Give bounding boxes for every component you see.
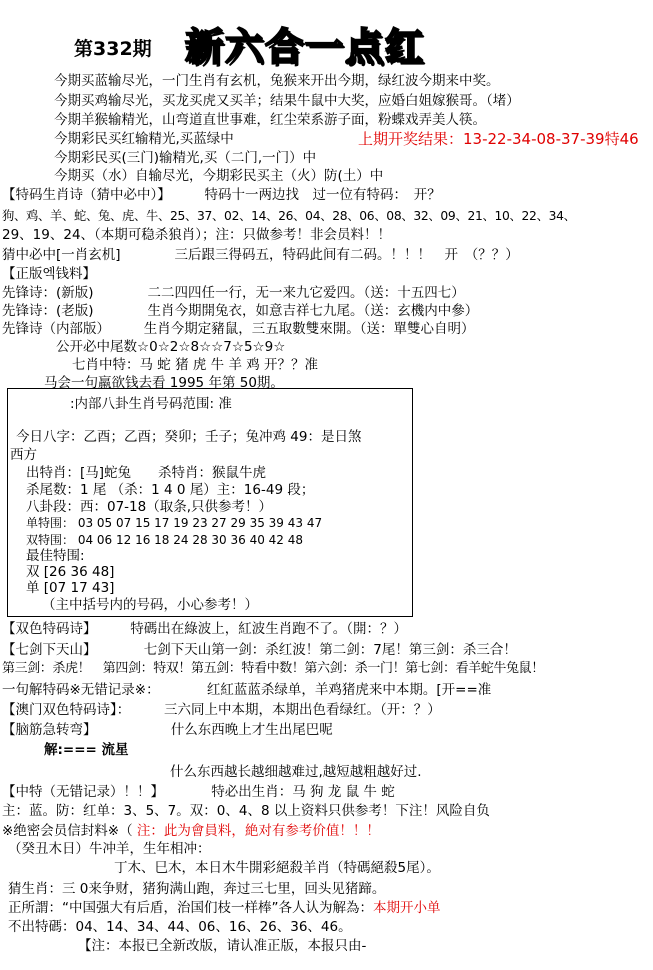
- last-result-numbers: 13-22-34-08-37-39特46: [463, 130, 639, 148]
- text-line: 【双色特码诗】 特碼出在綠波上，紅波生肖跑不了。（開：？）: [2, 621, 407, 637]
- text-line: （癸丑木日）牛冲羊，生年相冲：: [8, 841, 211, 857]
- text-line: 什么东西越长越细越难过,越短越粗越好过.: [170, 764, 422, 780]
- box-line: 西方: [10, 447, 37, 463]
- issue-number: 第332期: [74, 38, 152, 60]
- last-result-label: 上期开奖结果：: [358, 130, 464, 148]
- text-line: 丁木、巳木，本日木牛開彩絕殺羊肖（特碼絕殺5尾）。: [114, 860, 440, 876]
- riddle-answer: 解:=== 流星: [44, 742, 129, 758]
- text-line: 【澳门双色特码诗】： 三六同上中本期，本期出色看绿红。（开：？）: [2, 702, 441, 718]
- box-line: 双 [26 36 48]: [26, 564, 115, 580]
- text-line: 主：蓝。防：红单：3、5、7。双：0、4、8 以上资料只供参考！下注！风险自负: [2, 803, 490, 819]
- text-line: 先锋诗：(老版) 生肖今期開兔衣，如意吉祥七九尾。（送：玄機内中參）: [2, 303, 479, 319]
- box-line: :内部八卦生肖号码范围: 准: [70, 396, 232, 412]
- text-line: 【七剑下天山】 七剑下天山第一剑：杀红波！第二剑：7尾！第三剑：杀三合！: [2, 642, 517, 658]
- text-line: 【特码生肖诗（猜中必中）】 特码十一两边找 过一位有特码： 开？: [2, 187, 441, 203]
- answer-note: 本期开小单: [373, 900, 441, 916]
- text-line: [8, 899, 441, 917]
- box-line: （主中括号内的号码，小心参考！）: [42, 597, 258, 613]
- box-line: 单特围： 03 05 07 15 17 19 23 27 29 35 39 43 47: [26, 516, 323, 530]
- box-line: 出特肖：[马]蛇兔 杀特肖：猴鼠牛虎: [26, 465, 267, 481]
- text-line: 一句解特码※无错记录※： 红紅蓝蓝杀绿单，羊鸡猪虎来中本期。[开==准: [2, 682, 492, 698]
- box-line: 最佳特围:: [26, 548, 85, 564]
- text-line: 先锋诗：(新版) 二二四四任一行，无一来九它爱四。（送：十五四七）: [2, 285, 465, 301]
- text-line: 先锋诗（内部版） 生肖今期定豬鼠，三五取數雙來開。（送：單雙心自明）: [2, 321, 475, 337]
- member-note: 注：此为會員料，絶对有参考价值！！！: [136, 823, 380, 839]
- text-line: 今期彩民买(三门)输精光,买（二门,一门）中: [54, 150, 317, 166]
- section-heading: 【正版엑钱料】: [2, 266, 97, 282]
- last-result: [358, 128, 639, 149]
- box-line: 今日八字：乙酉；乙酉；癸卯；壬子；兔冲鸡 49：是日煞: [16, 429, 362, 445]
- text-line: 猜生肖：三 0来争财，猪狗满山跑，奔过三七里，回头见猪蹄。: [8, 881, 386, 897]
- text-line: ※绝密会员信封料※（ 注：此为會員料，絶对有参考价值！！！: [2, 823, 380, 839]
- text-line: 今期买蓝输尽光，一门生肖有玄机，兔猴来开出今期，绿红波今期来中奖。: [54, 73, 500, 89]
- footer-note: 【注：本报已全新改版，请认准正版，本报只由-: [78, 938, 367, 954]
- text-line: 今期买（水）自输尽光，今期彩民买主（火）防(土）中: [54, 168, 384, 184]
- text-line: 29、19、24、（本期可稳杀狼肖）；注：只做参考！非会员料！！: [2, 227, 392, 243]
- box-line: 双特围： 04 06 12 16 18 24 28 30 36 40 42 48: [26, 533, 304, 547]
- text-line: 【脑筋急转弯】 什么东西晚上才生出尾巴呢: [2, 722, 333, 738]
- text-line: 第三剑：杀虎！ 第四剑：特双！第五剑：特看中数！第六剑：杀一门！第七剑：看羊蛇牛兔鼠！: [2, 661, 544, 676]
- text-line: 今期羊猴输精光，山弯道直世事难，红尘荣系游子面，粉蝶戏弄美人筷。: [54, 112, 486, 128]
- text-line: 七肖中特：马 蛇 猪 虎 牛 羊 鸡 开？？准: [72, 357, 319, 373]
- saying-text: 正所謂：“中国强大有后盾，治国们枝一样棒”各人认为解為：: [8, 900, 373, 916]
- text-line: 今期彩民买红输精光,买蓝绿中: [54, 131, 234, 147]
- text-line: 不出特碼：04、14、34、44、06、16、26、36、46。: [8, 919, 352, 935]
- text-line: 猜中必中[一肖玄机] 三后跟三得码五，特码此间有二码。！！！ 开 （？？）: [2, 247, 519, 263]
- text-line: 【中特（无错记录）！！】 特必出生肖：马 狗 龙 鼠 牛 蛇: [2, 784, 395, 800]
- page-title: 新六合一点红: [185, 25, 426, 69]
- text-line: 狗、鸡、羊、蛇、兔、虎、牛、25、37、02、14、26、04、28、06、08、32、09、21、10、22、34、: [2, 209, 576, 223]
- box-line: 单 [07 17 43]: [26, 580, 115, 596]
- text-line: 今期买鸡输尽光，买龙买虎又买羊；结果牛鼠中大奖，应婚白姐嫁猴哥。（堵）: [54, 93, 520, 109]
- box-line: 杀尾数：1 尾 （杀：1 4 0 尾）主：16-49 段；: [26, 482, 315, 498]
- text-line: 马会一句羸欲钱去看 1995 年第 50期。: [44, 375, 284, 391]
- text-line: 公开必中尾数☆0☆2☆8☆☆7☆5☆9☆: [56, 339, 286, 355]
- box-line: 八卦段：西：07-18（取条,只供参考！）: [26, 499, 273, 515]
